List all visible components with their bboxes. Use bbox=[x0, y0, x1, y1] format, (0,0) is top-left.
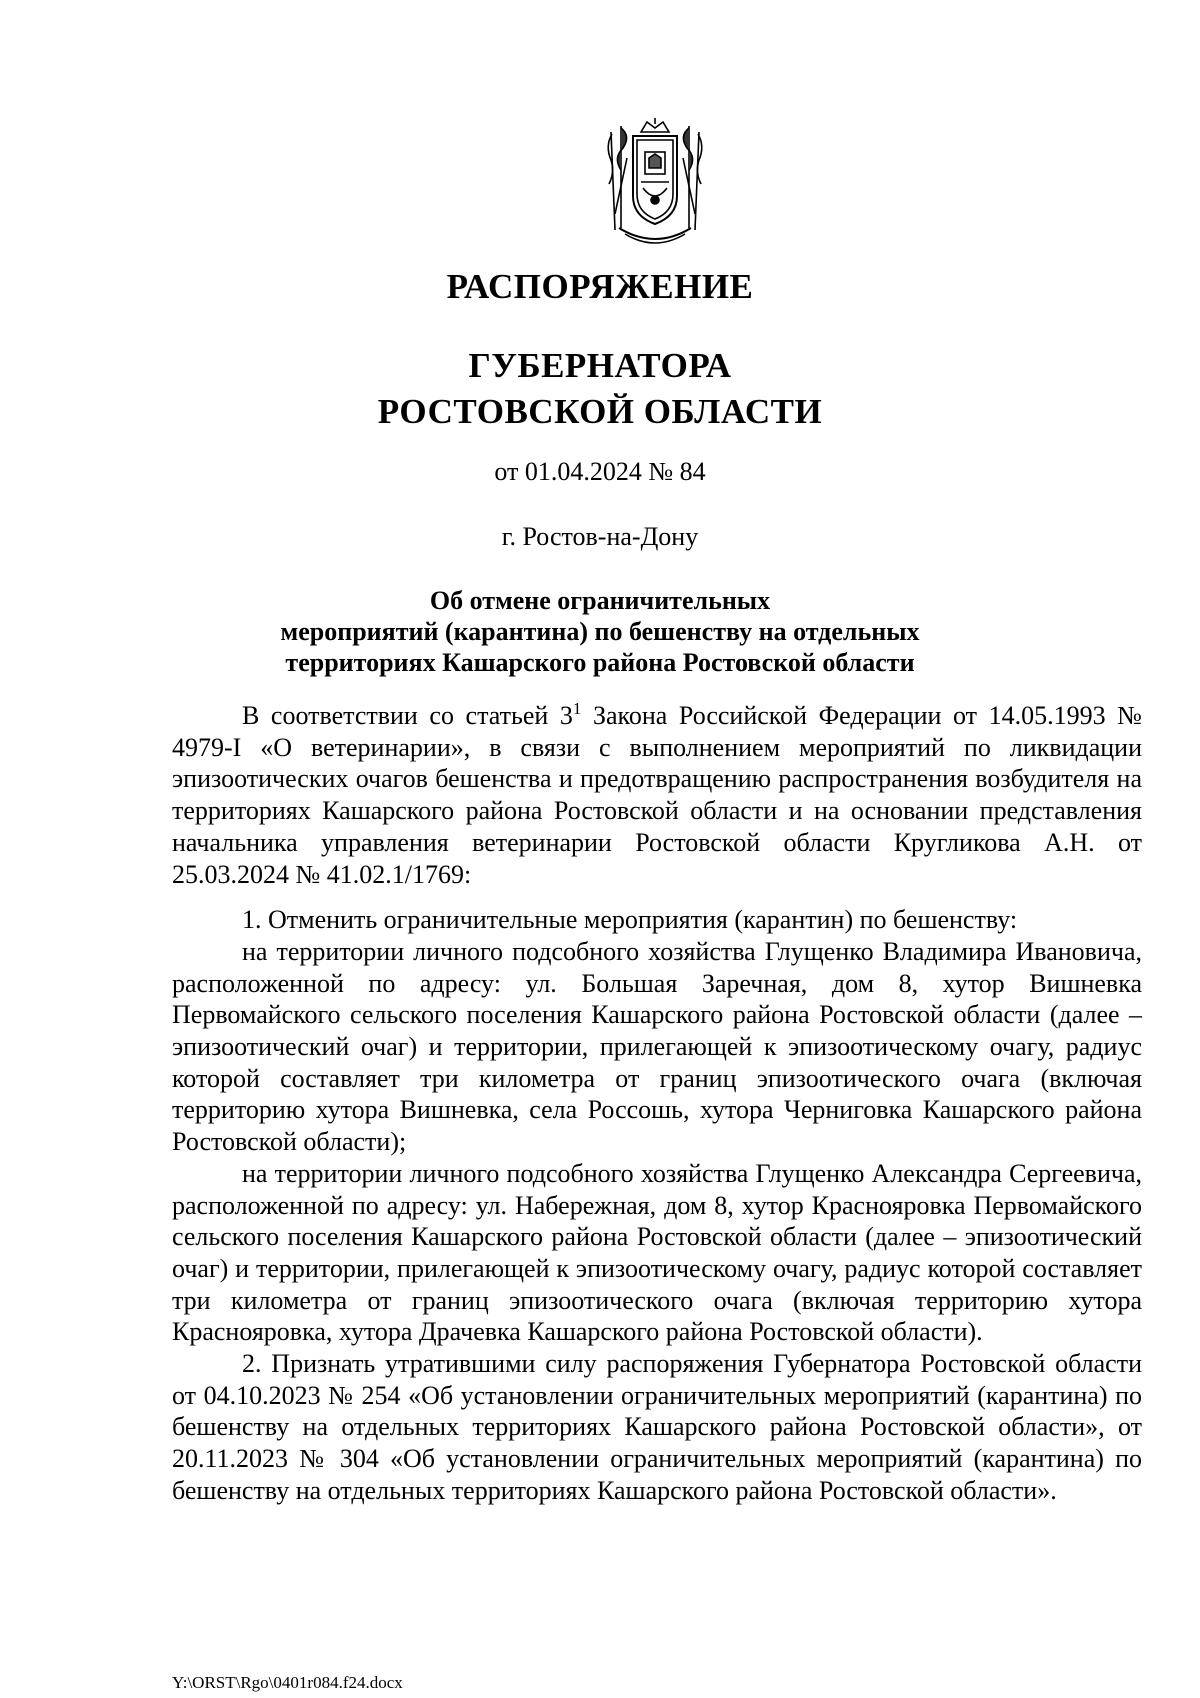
item-1b-paragraph: на территории личного подсобного хозяйства Глущенко Александра Сергеевича, расположенной по адресу: ул. Набережная, дом 8, хутор Краснояровка Первомайского сельского поселения Кашарского района Ростовской области (далее – эпизоотический очаг) и территории, прилегающей к эпизоотическому очагу, радиус которой составляет три километра от границ эпизоотического очага (включая территорию хутора Краснояровка, хутора Драчевка Кашарского района Ростовской области). bbox=[172, 1158, 1142, 1347]
document-body bbox=[172, 700, 1142, 1507]
item-1-paragraph: 1. Отменить ограничительные мероприятия (карантин) по бешенству: bbox=[242, 905, 1018, 935]
document-title bbox=[0, 585, 1200, 678]
document-type-heading: РАСПОРЯЖЕНИЕ bbox=[446, 267, 754, 306]
document-city: г. Ростов-на-Дону bbox=[501, 522, 699, 551]
preamble-text-start: В соответствии со статьей 3 bbox=[242, 701, 573, 730]
coat-of-arms-icon bbox=[601, 118, 709, 252]
article-superscript: 1 bbox=[572, 699, 582, 718]
document-title-line: мероприятий (карантина) по бешенству на отдельных bbox=[280, 617, 920, 646]
item-2-paragraph: 2. Признать утратившими силу распоряжения Губернатора Ростовской области от 04.10.2023 № 254 «Об установлении ограничительных мероприятий (карантина) по бешенству на отдельных территориях Кашарского района Ростовской области», от 20.11.2023 № 304 «Об установлении ограничительных мероприятий (карантина) по бешенству на отдельных территориях Кашарского района Ростовской области». bbox=[172, 1349, 1142, 1505]
preamble-paragraph bbox=[172, 700, 1142, 890]
document-title-line: Об отмене ограничительных bbox=[429, 586, 771, 615]
document-date-number: от 01.04.2024 № 84 bbox=[494, 457, 706, 486]
issuer-heading bbox=[0, 343, 1200, 435]
issuer-heading-line: РОСТОВСКОЙ ОБЛАСТИ bbox=[377, 392, 823, 431]
item-1a-paragraph: на территории личного подсобного хозяйства Глущенко Владимира Ивановича, расположенной по адресу: ул. Большая Заречная, дом 8, хутор Вишневка Первомайского сельского поселения Кашарского района Ростовской области (далее – эпизоотический очаг) и территории, прилегающей к эпизоотическому очагу, радиус которой составляет три километра от границ эпизоотического очага (включая территорию хутора Вишневка, села Россошь, хутора Черниговка Кашарского района Ростовской области); bbox=[172, 936, 1142, 1157]
issuer-heading-line: ГУБЕРНАТОРА bbox=[468, 346, 732, 385]
file-path-footer: Y:\ORST\Rgo\0401r084.f24.docx bbox=[172, 1673, 403, 1692]
preamble-text-rest: Закона Российской Федерации от 14.05.1993 № 4979-I «О ветеринарии», в связи с выполнением мероприятий по ликвидации эпизоотических очагов бешенства и предотвращению распространения возбудителя на территориях Кашарского района Ростовской области и на основании представления начальника управления ветеринарии Ростовской области Кругликова А.Н. от 25.03.2024 № 41.02.1/1769: bbox=[172, 701, 1142, 889]
document-title-line: территориях Кашарского района Ростовской области bbox=[285, 648, 915, 677]
